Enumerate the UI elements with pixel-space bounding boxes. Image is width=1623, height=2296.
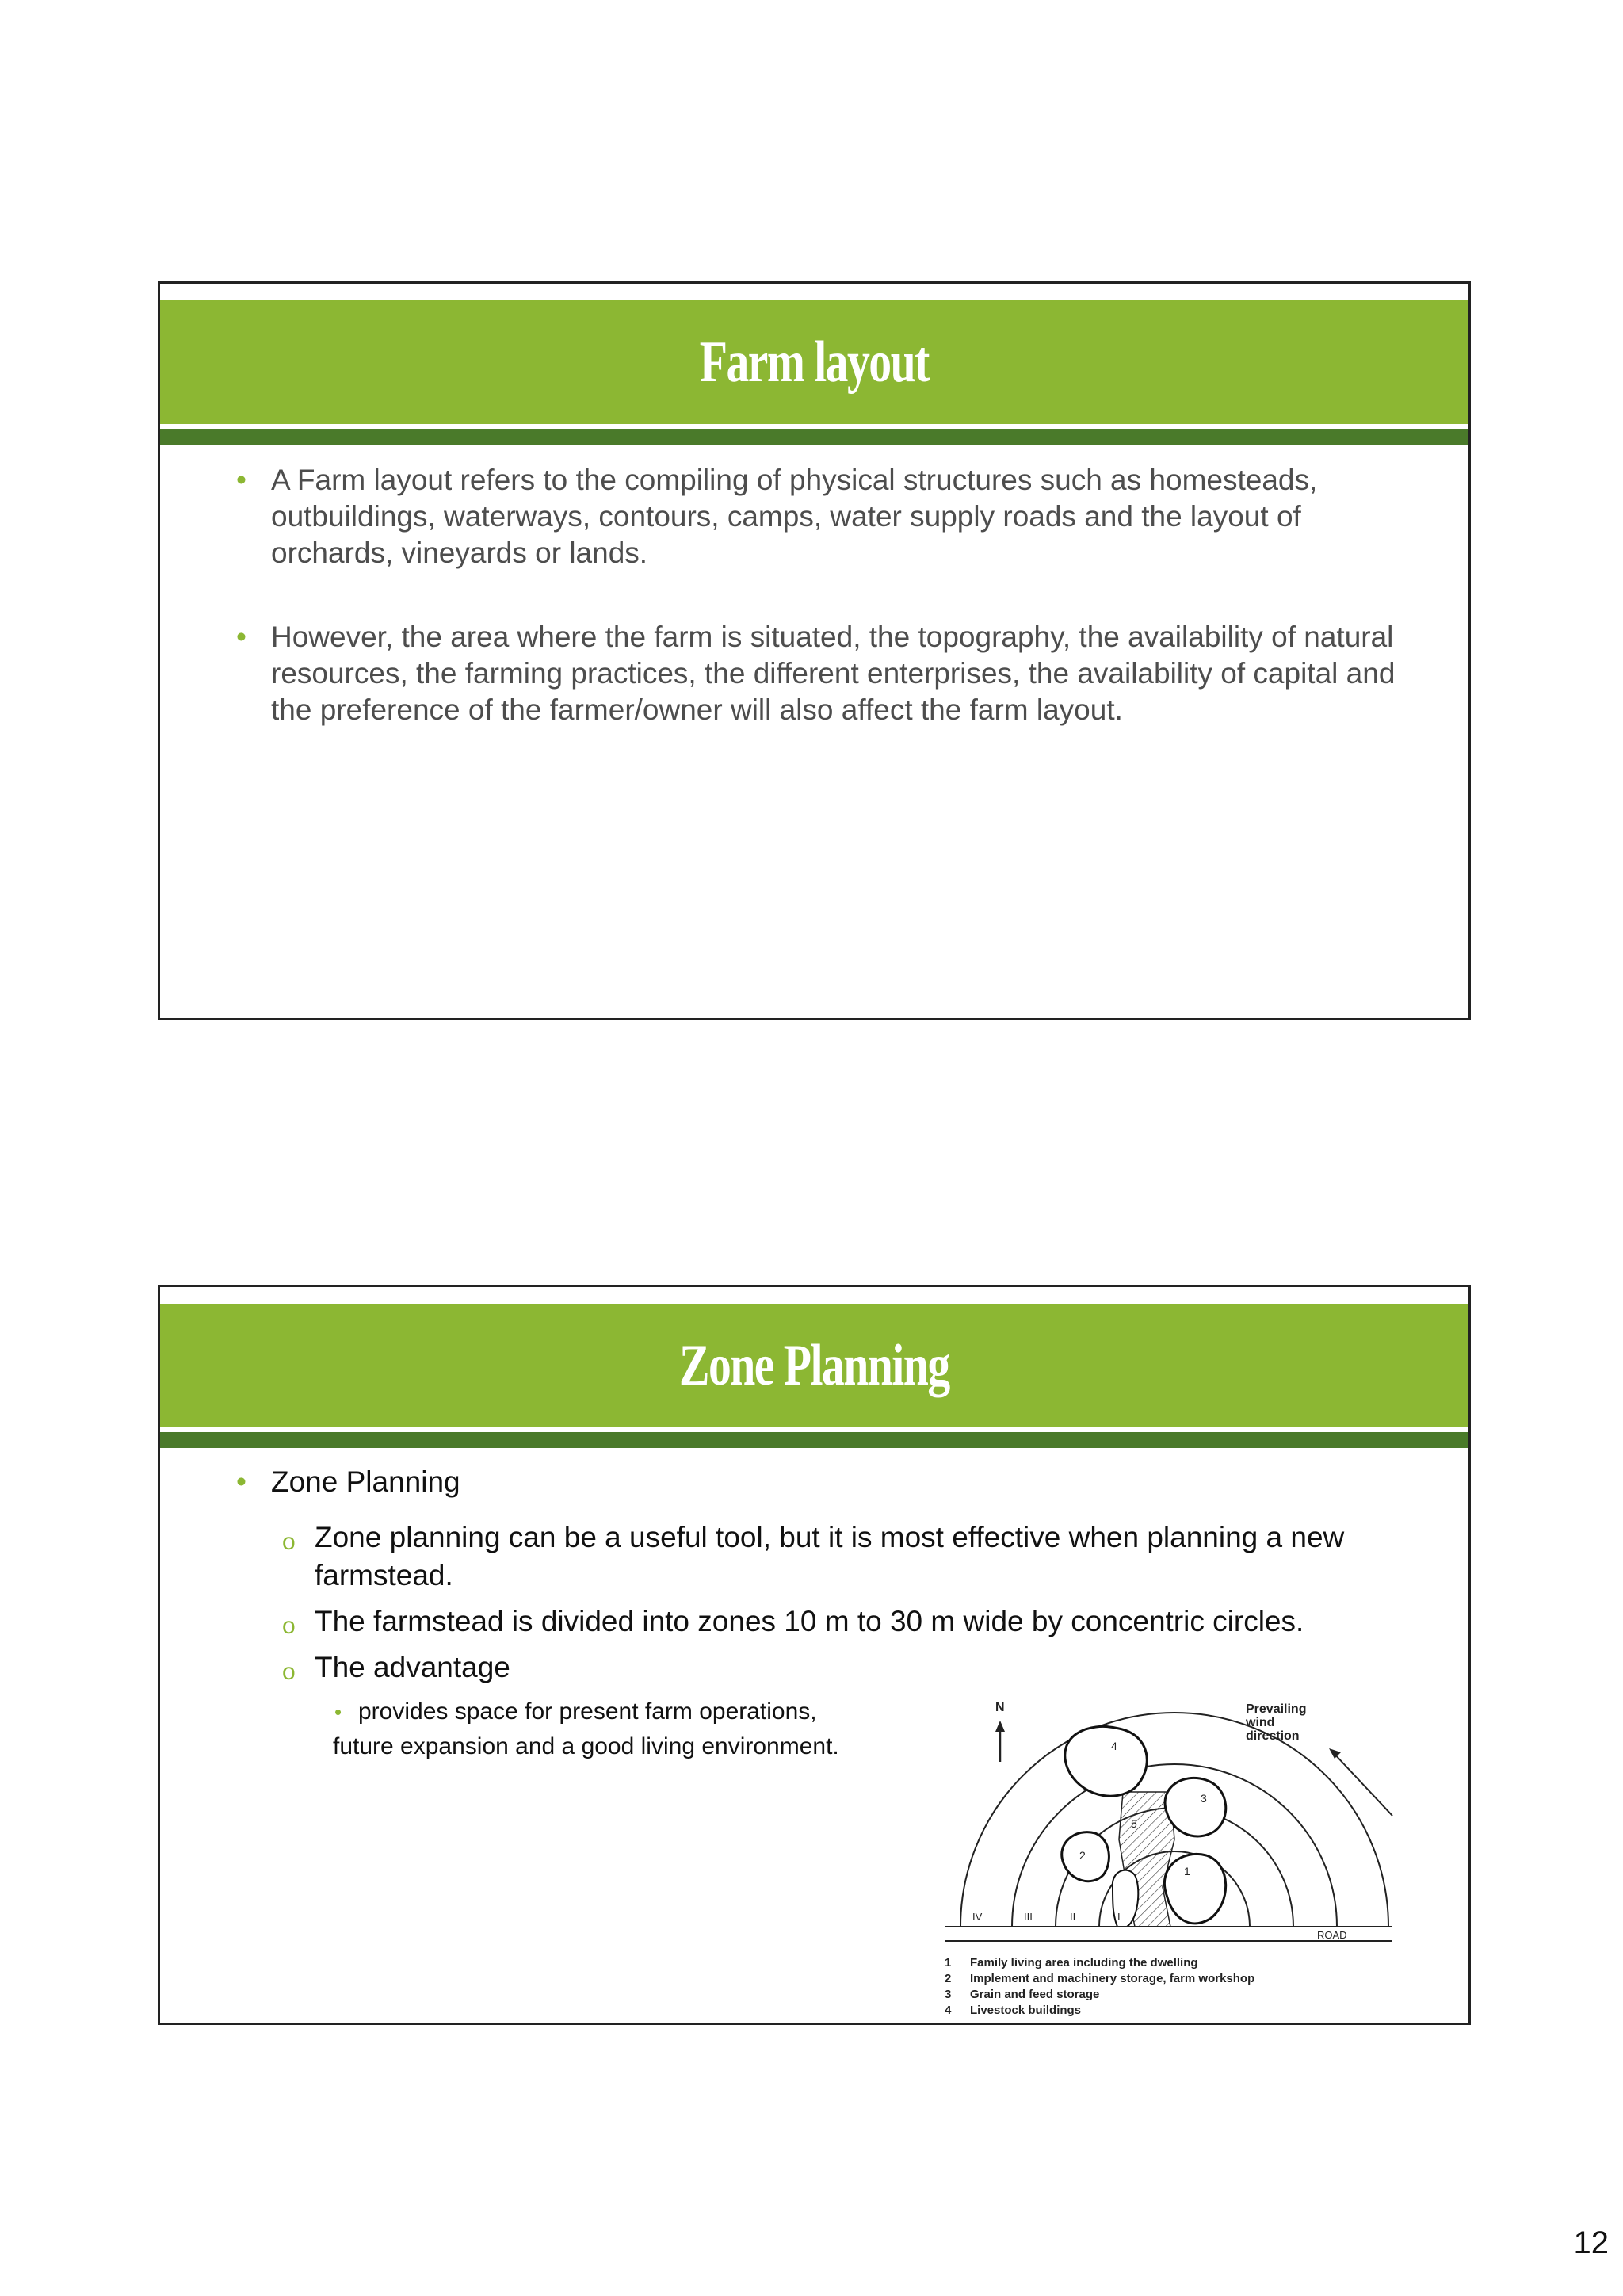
bullet-icon: • <box>236 464 246 496</box>
sub-bullet-text: The advantage <box>315 1651 510 1683</box>
area-label: 3 <box>1201 1792 1207 1805</box>
road-label: ROAD <box>1317 1929 1347 1941</box>
area-1 <box>1164 1854 1225 1923</box>
bullet-text: However, the area where the farm is situated, the topography, the availability of natural resources, the farming practices, the different enterprises, the availability of capital and the preference of the farmer/owner will also affect the farm layout. <box>271 621 1396 726</box>
sub-sub-bullet-text: provides space for present farm operations, <box>358 1698 817 1725</box>
legend-item: 4 Livestock buildings <box>945 2004 1082 2017</box>
bullet-text: Zone Planning <box>271 1465 460 1498</box>
bullet-icon: • <box>236 621 246 653</box>
slide-farm-layout <box>158 281 1471 1020</box>
area-3 <box>1165 1778 1226 1836</box>
circle-bullet-icon: o <box>282 1613 296 1639</box>
north-arrow-icon <box>995 1721 1005 1732</box>
bullet <box>223 1463 1437 1501</box>
page-number: 12 <box>1573 2225 1609 2260</box>
legend-item: 3 Grain and feed storage <box>945 1988 1100 2001</box>
zone-label: III <box>1024 1911 1033 1923</box>
wind-label: direction <box>1246 1729 1300 1743</box>
north-label: N <box>995 1701 1005 1714</box>
circle-bullet-icon: o <box>282 1529 296 1555</box>
bullet <box>223 619 1405 728</box>
circle-bullet-icon: o <box>282 1659 296 1685</box>
wind-arrow-icon <box>1333 1752 1392 1816</box>
legend-item: 1 Family living area including the dwelling <box>945 1956 1198 1969</box>
area-label: 5 <box>1131 1817 1137 1830</box>
slide-title: Farm layout <box>699 329 930 395</box>
area-label: 2 <box>1079 1849 1086 1862</box>
slide-title: Zone Planning <box>679 1332 949 1398</box>
bullet <box>223 462 1405 571</box>
bullet-text: A Farm layout refers to the compiling of physical structures such as homesteads, outbuildings, waterways, contours, camps, water supply roads and the layout of orchards, vineyards or lands. <box>271 464 1318 569</box>
bullet-icon: • <box>334 1700 342 1724</box>
diagram-legend <box>945 1955 1254 2019</box>
area-1-small <box>1113 1870 1138 1927</box>
divider <box>160 1432 1468 1448</box>
divider <box>160 429 1468 445</box>
slide-body <box>223 462 1405 776</box>
zone-label: IV <box>972 1911 983 1923</box>
area-label: 4 <box>1111 1740 1117 1752</box>
zone-label: I <box>1117 1911 1121 1923</box>
sub-bullet-text: The farmstead is divided into zones 10 m to 30 m wide by concentric circles. <box>315 1605 1304 1637</box>
wind-label: Prevailing <box>1246 1702 1307 1716</box>
bullet-continuation: future expansion and a good living environment. <box>333 1733 839 1759</box>
title-banner <box>160 1304 1468 1427</box>
zone-label: II <box>1070 1911 1076 1923</box>
zone-planning-diagram <box>937 1554 1396 2022</box>
area-label: 1 <box>1184 1865 1190 1878</box>
wind-arrow-icon <box>1329 1748 1341 1759</box>
wind-label: wind <box>1246 1716 1275 1729</box>
legend-item: 2 Implement and machinery storage, farm workshop <box>945 1972 1255 1985</box>
area-4 <box>1065 1726 1148 1796</box>
bullet-icon: • <box>236 1465 246 1498</box>
sub-bullet-text: Zone planning can be a useful tool, but it is most effective when planning a new farmstead. <box>315 1521 1345 1591</box>
title-banner <box>160 300 1468 424</box>
